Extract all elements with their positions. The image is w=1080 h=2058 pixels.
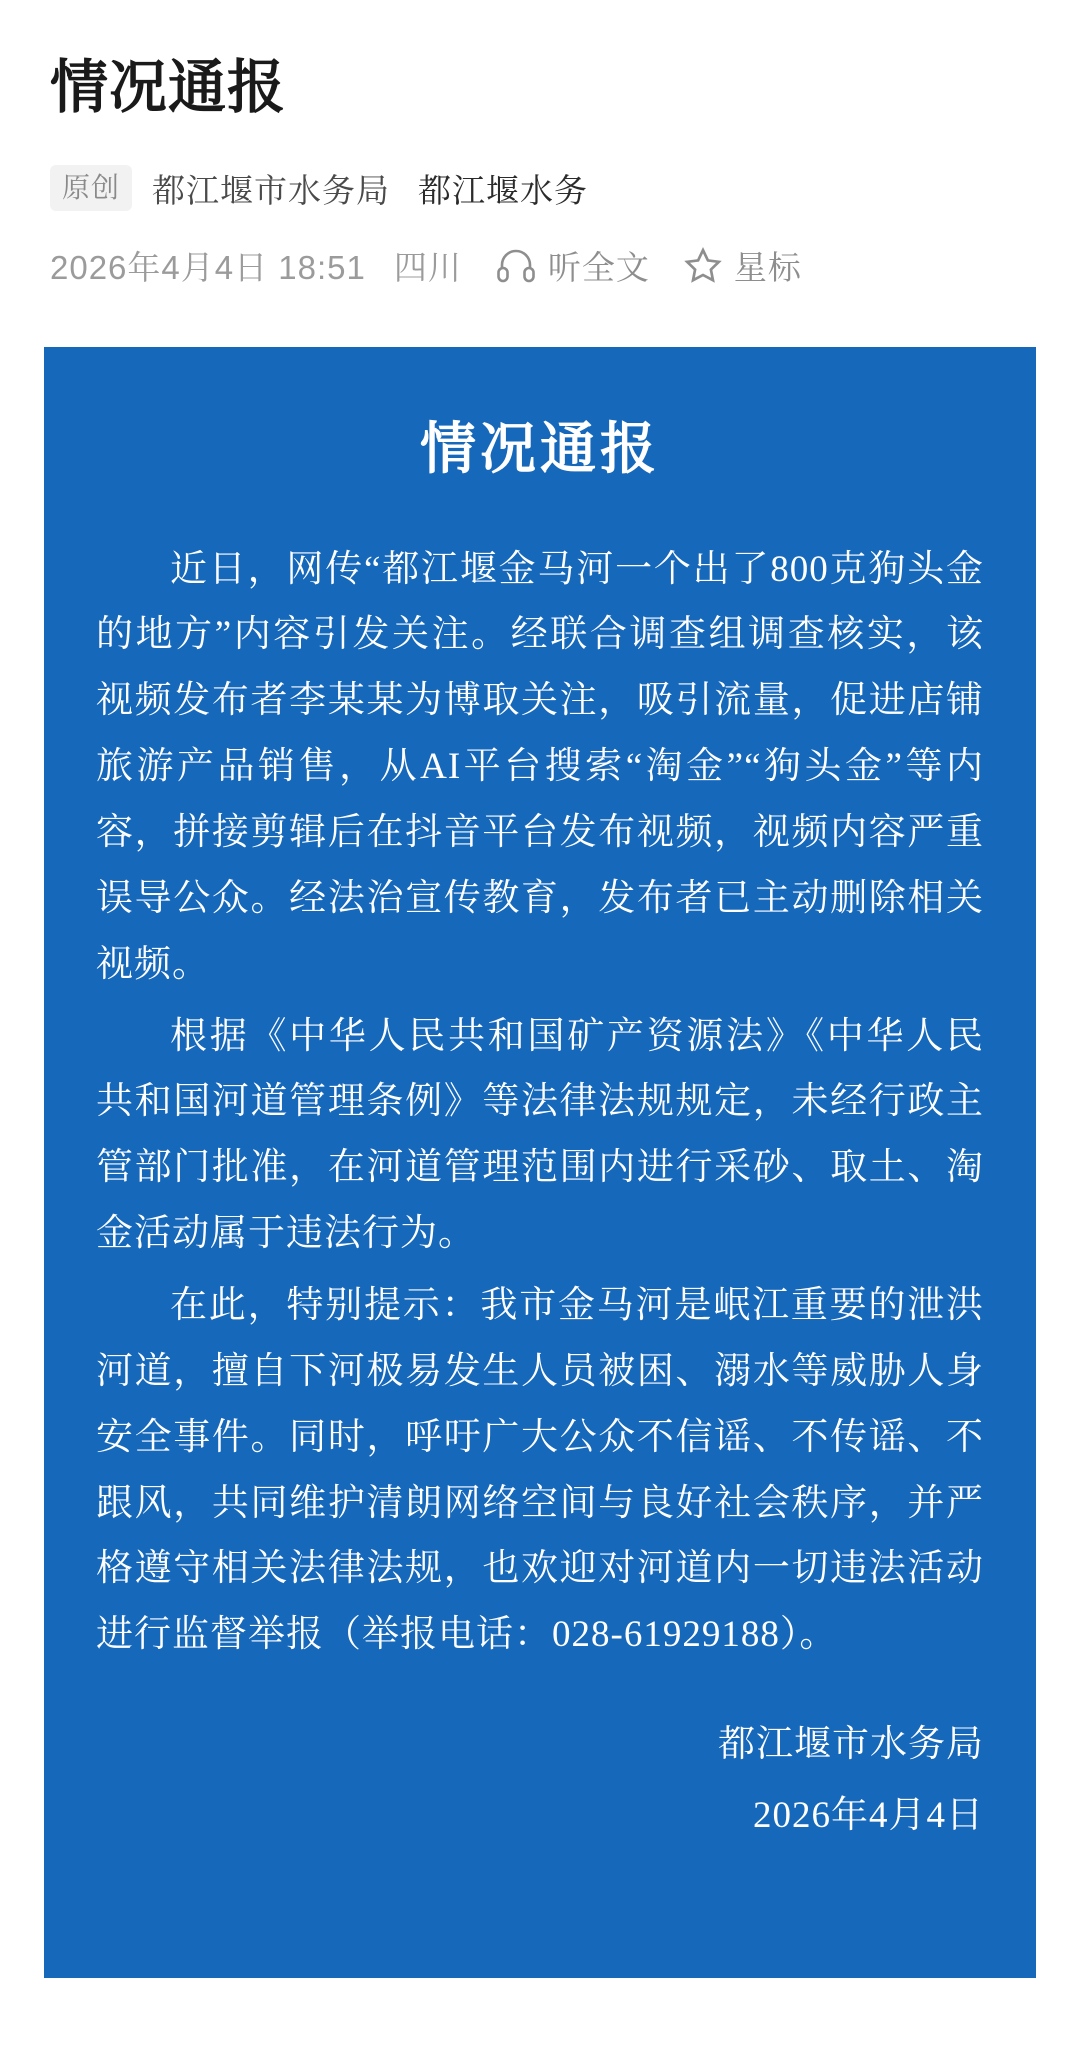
poster-title: 情况通报 (420, 418, 660, 481)
poster-paragraph: 根据《中华人民共和国矿产资源法》《中华人民共和国河道管理条例》等法律法规规定，未经行政主管部门批准，在河道管理范围内进行采砂、取土、淘金活动属于违法行为。 (96, 1015, 984, 1255)
poster-paragraph: 在此，特别提示：我市金马河是岷江重要的泄洪河道，擅自下河极易发生人员被困、溺水等威胁人身安全事件。同时，呼吁广大公众不信谣、不传谣、不跟风，共同维护清朗网络空间与良好社会秩序，并严格遵守相关法律法规，也欢迎对河道内一切违法活动进行监督举报（举报电话：028-61929188）。 (96, 1284, 984, 1656)
notice-poster (44, 347, 1036, 1978)
poster-signature-date: 2026年4月4日 (753, 1795, 984, 1836)
author-name: 都江堰市水务局 (152, 171, 391, 209)
poster-paragraph: 近日，网传“都江堰金马河一个出了800克狗头金的地方”内容引发关注。经联合调查组调查核实，该视频发布者李某某为博取关注，吸引流量，促进店铺旅游产品销售，从AI平台搜索“淘金”“狗头金”等内容，拼接剪辑后在抖音平台发布视频，视频内容严重误导公众。经法治宣传教育，发布者已主动删除相关视频。 (96, 548, 984, 985)
star-label: 星标 (733, 248, 802, 286)
account-name[interactable]: 都江堰水务 (418, 171, 589, 209)
listen-full-text-label: 听全文 (547, 248, 650, 286)
poster-signature: 都江堰市水务局 (718, 1724, 984, 1766)
headphones-icon (496, 247, 536, 283)
page-title: 情况通报 (50, 55, 287, 120)
listen-full-text-button[interactable] (496, 242, 650, 289)
status-badge: 原创 (50, 165, 132, 211)
article-byline (50, 165, 1030, 212)
star-button[interactable] (684, 242, 802, 289)
article-container (0, 0, 1080, 289)
article-meta (50, 242, 1030, 289)
timestamp: 2026年4月4日 18:51 (50, 248, 366, 286)
star-icon (684, 246, 722, 284)
region-label: 四川 (393, 248, 462, 286)
